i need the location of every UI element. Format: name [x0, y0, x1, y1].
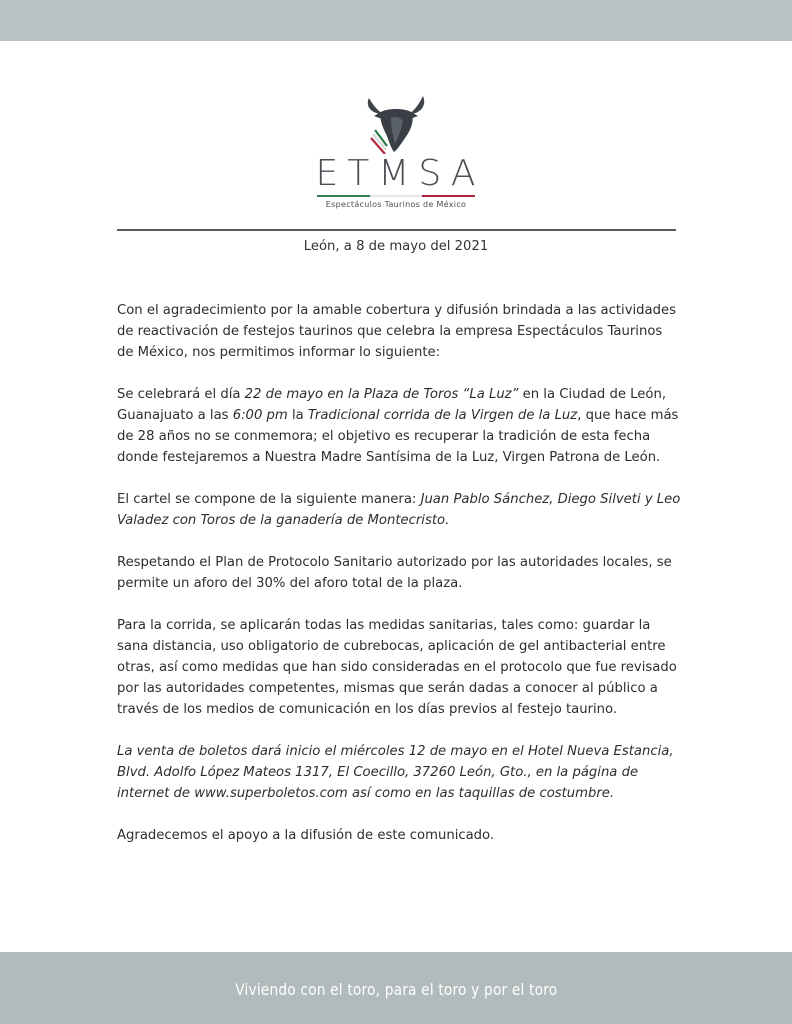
- dateline: León, a 8 de mayo del 2021: [303, 239, 489, 254]
- paragraph-thanks: Agradecemos el apoyo a la difusión de este comunicado.: [117, 828, 495, 843]
- cartel-names: Juan Pablo Sánchez, Diego Silveti y Leo Valadez con Toros de la ganadería de Montecristo.: [117, 492, 681, 528]
- paragraph-cartel: [117, 489, 682, 531]
- event-text-2: en la Ciudad de León, Guanajuato a las: [117, 387, 667, 423]
- etmsa-logo: [0, 92, 792, 209]
- event-time: 6:00 pm: [232, 408, 288, 423]
- logo-wordmark: ETMSA: [315, 153, 485, 194]
- footer-slogan: Viviendo con el toro, para el toro y por el toro: [234, 979, 558, 999]
- paragraph-tickets: La venta de boletos dará inicio el miércoles 12 de mayo en el Hotel Nueva Estancia, Blvd. Adolfo López Mateos 1317, El Coecillo, 37260 León, Gto., en la página de internet de www.superboletos.com así como en las taquillas de costumbre.: [117, 744, 674, 801]
- event-text-1: Se celebrará el día: [117, 387, 245, 402]
- event-text-3: la: [287, 408, 308, 423]
- paragraph-sanitary: Para la corrida, se aplicarán todas las medidas sanitarias, tales como: guardar la sana distancia, uso obligatorio de cubrebocas, aplicación de gel antibacterial entre otras, así como medidas que han sido consideradas en el protocolo que fue revisado por las autoridades competentes, mismas que serán dadas a conocer al público a través de los medios de comunicación en los días previos al festejo taurino.: [117, 618, 677, 717]
- footer-band: [0, 952, 792, 1024]
- logo-subtitle: Espectáculos Taurinos de México: [325, 200, 467, 209]
- paragraph-capacity: Respetando el Plan de Protocolo Sanitario autorizado por las autoridades locales, se permite un aforo del 30% del aforo total de la plaza.: [117, 555, 672, 591]
- event-text-4: , que hace más de 28 años no se conmemora; el objetivo es recuperar la tradición de esta fecha donde festejaremos a Nuestra Madre Santísima de la Luz, Virgen Patrona de León.: [117, 408, 679, 465]
- logo-flag-rule: [317, 195, 475, 197]
- header-band: [0, 0, 792, 41]
- paragraph-event: [117, 384, 682, 468]
- bull-head-icon: [361, 92, 431, 154]
- paragraph-intro: Con el agradecimiento por la amable cobertura y difusión brindada a las actividades de reactivación de festejos taurinos que celebra la empresa Espectáculos Taurinos de México, nos permitimos informar lo siguiente:: [117, 303, 676, 360]
- event-name: Tradicional corrida de la Virgen de la Luz: [307, 408, 578, 423]
- header-divider: [117, 229, 676, 231]
- event-date-venue: 22 de mayo en la Plaza de Toros “La Luz”: [244, 387, 519, 402]
- cartel-text: El cartel se compone de la siguiente manera:: [117, 492, 421, 507]
- letter-body: [117, 300, 682, 867]
